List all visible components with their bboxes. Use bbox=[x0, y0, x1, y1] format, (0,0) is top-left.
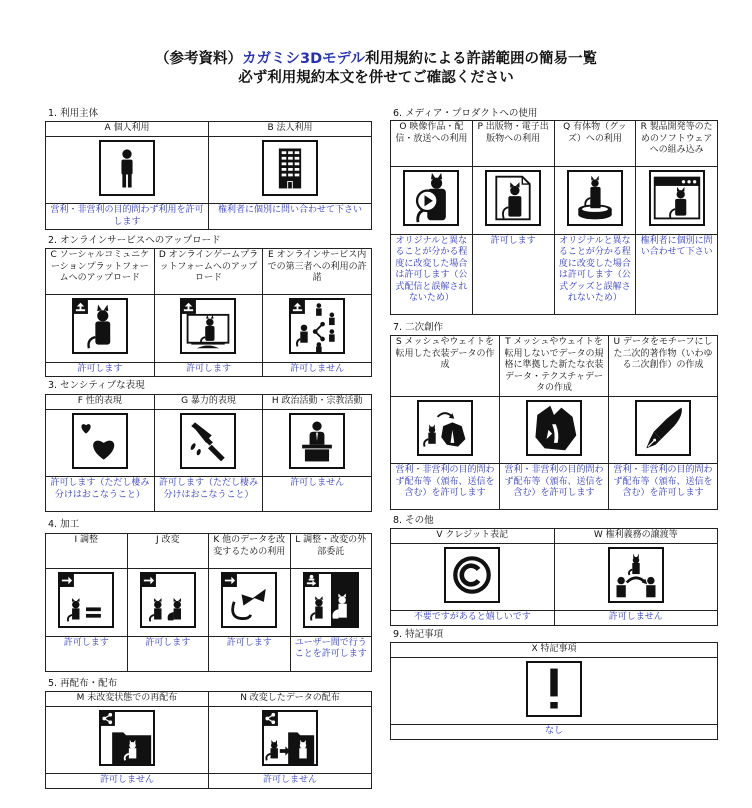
item-label-e: E オンラインサービス内での第三者への利用の許諾 bbox=[263, 249, 372, 295]
item-label-p: P 出版物・電子出版物への利用 bbox=[472, 121, 554, 167]
person-icon bbox=[99, 140, 155, 196]
item-result-m: 許可しません bbox=[46, 774, 209, 789]
item-result-x: なし bbox=[391, 725, 718, 740]
section-title-5: 5. 再配布・配布 bbox=[48, 678, 118, 689]
hearts-icon bbox=[72, 413, 128, 469]
item-result-a: 営利・非営利の目的問わず利用を許可します bbox=[46, 204, 209, 230]
item-label-x: X 特記事項 bbox=[391, 643, 718, 658]
section-table-9 bbox=[390, 642, 718, 740]
share-folder-icon bbox=[99, 710, 155, 766]
copyright-icon bbox=[444, 547, 500, 603]
item-result-c: 許可します bbox=[46, 362, 155, 377]
item-result-e: 許可しません bbox=[263, 362, 372, 377]
doc-title-line1 bbox=[0, 49, 752, 69]
costume-transfer-icon bbox=[417, 400, 473, 456]
doc-title-line2: 必ず利用規約本文を併せてご確認ください bbox=[238, 70, 514, 86]
item-label-c: C ソーシャルコミュニケーションプラットフォームへのアップロード bbox=[46, 249, 155, 295]
section-title-1: 1. 利用主体 bbox=[48, 108, 99, 119]
item-label-w: W 権利義務の譲渡等 bbox=[554, 529, 718, 544]
outsource-icon bbox=[303, 572, 359, 628]
item-result-b: 権利者に個別に問い合わせて下さい bbox=[209, 204, 372, 230]
item-label-f: F 性的表現 bbox=[46, 395, 155, 410]
section-title-6: 6. メディア・プロダクトへの使用 bbox=[393, 108, 538, 119]
figure-goods-icon bbox=[567, 170, 623, 226]
section-title-9: 9. 特記事項 bbox=[393, 629, 444, 640]
upload-share-users-icon bbox=[289, 298, 345, 354]
upload-monitor-icon bbox=[180, 298, 236, 354]
item-result-w: 許可しません bbox=[554, 611, 718, 626]
knife-icon bbox=[180, 413, 236, 469]
section-table-2 bbox=[45, 248, 372, 377]
item-label-u: U データをモチーフにした二次的著作物（いわゆる二次創作）の作成 bbox=[609, 336, 718, 397]
title-suffix: 利用規約による許諾範囲の簡易一覧 bbox=[364, 51, 597, 67]
item-label-v: V クレジット表記 bbox=[391, 529, 555, 544]
section-table-1 bbox=[45, 121, 372, 230]
pen-nib-icon bbox=[635, 400, 691, 456]
costume-icon bbox=[526, 400, 582, 456]
item-label-r: R 製品開発等のためのソフトウェアへの組み込み bbox=[636, 121, 718, 167]
share-modified-icon bbox=[262, 710, 318, 766]
item-label-j: J 改変 bbox=[127, 534, 209, 569]
item-result-r: 権利者に個別に問い合わせて下さい bbox=[636, 234, 718, 314]
item-result-t: 営利・非営利の目的問わず配布等（頒布、送信を含む）を許可します bbox=[500, 464, 609, 510]
section-title-3: 3. センシティブな表現 bbox=[48, 380, 145, 391]
title-product-name: カガミシ3Dモデル bbox=[242, 51, 365, 67]
item-result-q: オリジナルと異なることが分かる程度に改変した場合は許可します（公式グッズと誤解されないため） bbox=[554, 234, 636, 314]
section-table-3 bbox=[45, 394, 372, 512]
item-result-i: 許可します bbox=[46, 636, 128, 671]
item-label-t: T メッシュやウェイトを転用しないでデータの規格に準拠した新たな衣装データ・テクスチャデータの作成 bbox=[500, 336, 609, 397]
item-label-k: K 他のデータを改変するための利用 bbox=[209, 534, 291, 569]
section-table-8 bbox=[390, 528, 718, 626]
item-label-a: A 個人利用 bbox=[46, 122, 209, 137]
item-result-u: 営利・非営利の目的問わず配布等（頒布、送信を含む）を許可します bbox=[609, 464, 718, 510]
item-result-d: 許可します bbox=[154, 362, 263, 377]
item-result-p: 許可します bbox=[472, 234, 554, 314]
item-label-g: G 暴力的表現 bbox=[154, 395, 263, 410]
item-label-l: L 調整・改変の外部委託 bbox=[290, 534, 372, 569]
item-label-h: H 政治活動・宗教活動 bbox=[263, 395, 372, 410]
item-label-b: B 法人利用 bbox=[209, 122, 372, 137]
upload-avatar-icon bbox=[72, 298, 128, 354]
document-icon bbox=[485, 170, 541, 226]
use-parts-icon bbox=[221, 572, 277, 628]
item-result-n: 許可しません bbox=[209, 774, 372, 789]
section-title-8: 8. その他 bbox=[393, 515, 434, 526]
section-title-2: 2. オンラインサービスへのアップロード bbox=[48, 235, 221, 246]
section-table-7 bbox=[390, 335, 718, 510]
section-table-4 bbox=[45, 533, 372, 672]
item-result-s: 営利・非営利の目的問わず配布等（頒布、送信を含む）を許可します bbox=[391, 464, 500, 510]
section-title-4: 4. 加工 bbox=[48, 519, 80, 530]
item-result-j: 許可します bbox=[127, 636, 209, 671]
item-label-n: N 改変したデータの配布 bbox=[209, 692, 372, 707]
item-result-g: 許可します（ただし棲み分けはおこなうこと） bbox=[154, 477, 263, 512]
section-title-7: 7. 二次創作 bbox=[393, 322, 444, 333]
section-table-5 bbox=[45, 691, 372, 789]
item-result-o: オリジナルと異なることが分かる程度に改変した場合は許可します（公式配信と誤解されないため） bbox=[391, 234, 473, 314]
transfer-rights-icon bbox=[608, 547, 664, 603]
item-result-k: 許可します bbox=[209, 636, 291, 671]
item-result-f: 許可します（ただし棲み分けはおこなうこと） bbox=[46, 477, 155, 512]
item-label-s: S メッシュやウェイトを転用した衣装データの作成 bbox=[391, 336, 500, 397]
adjust-equal-icon bbox=[58, 572, 114, 628]
item-label-d: D オンラインゲームプラットフォームへのアップロード bbox=[154, 249, 263, 295]
item-result-h: 許可しません bbox=[263, 477, 372, 512]
item-label-m: M 未改変状態での再配布 bbox=[46, 692, 209, 707]
software-window-icon bbox=[649, 170, 705, 226]
title-prefix: （参考資料） bbox=[155, 51, 243, 67]
item-label-q: Q 有体物（グッズ）への利用 bbox=[554, 121, 636, 167]
item-label-o: O 映像作品・配信・放送への利用 bbox=[391, 121, 473, 167]
item-result-v: 不要ですがあると嬉しいです bbox=[391, 611, 555, 626]
item-result-l: ユーザー間で行うことを許可します bbox=[290, 636, 372, 671]
section-table-6 bbox=[390, 120, 718, 315]
item-label-i: I 調整 bbox=[46, 534, 128, 569]
exclamation-icon bbox=[526, 661, 582, 717]
building-icon bbox=[262, 140, 318, 196]
video-play-icon bbox=[403, 170, 459, 226]
podium-speaker-icon bbox=[289, 413, 345, 469]
modify-icon bbox=[140, 572, 196, 628]
